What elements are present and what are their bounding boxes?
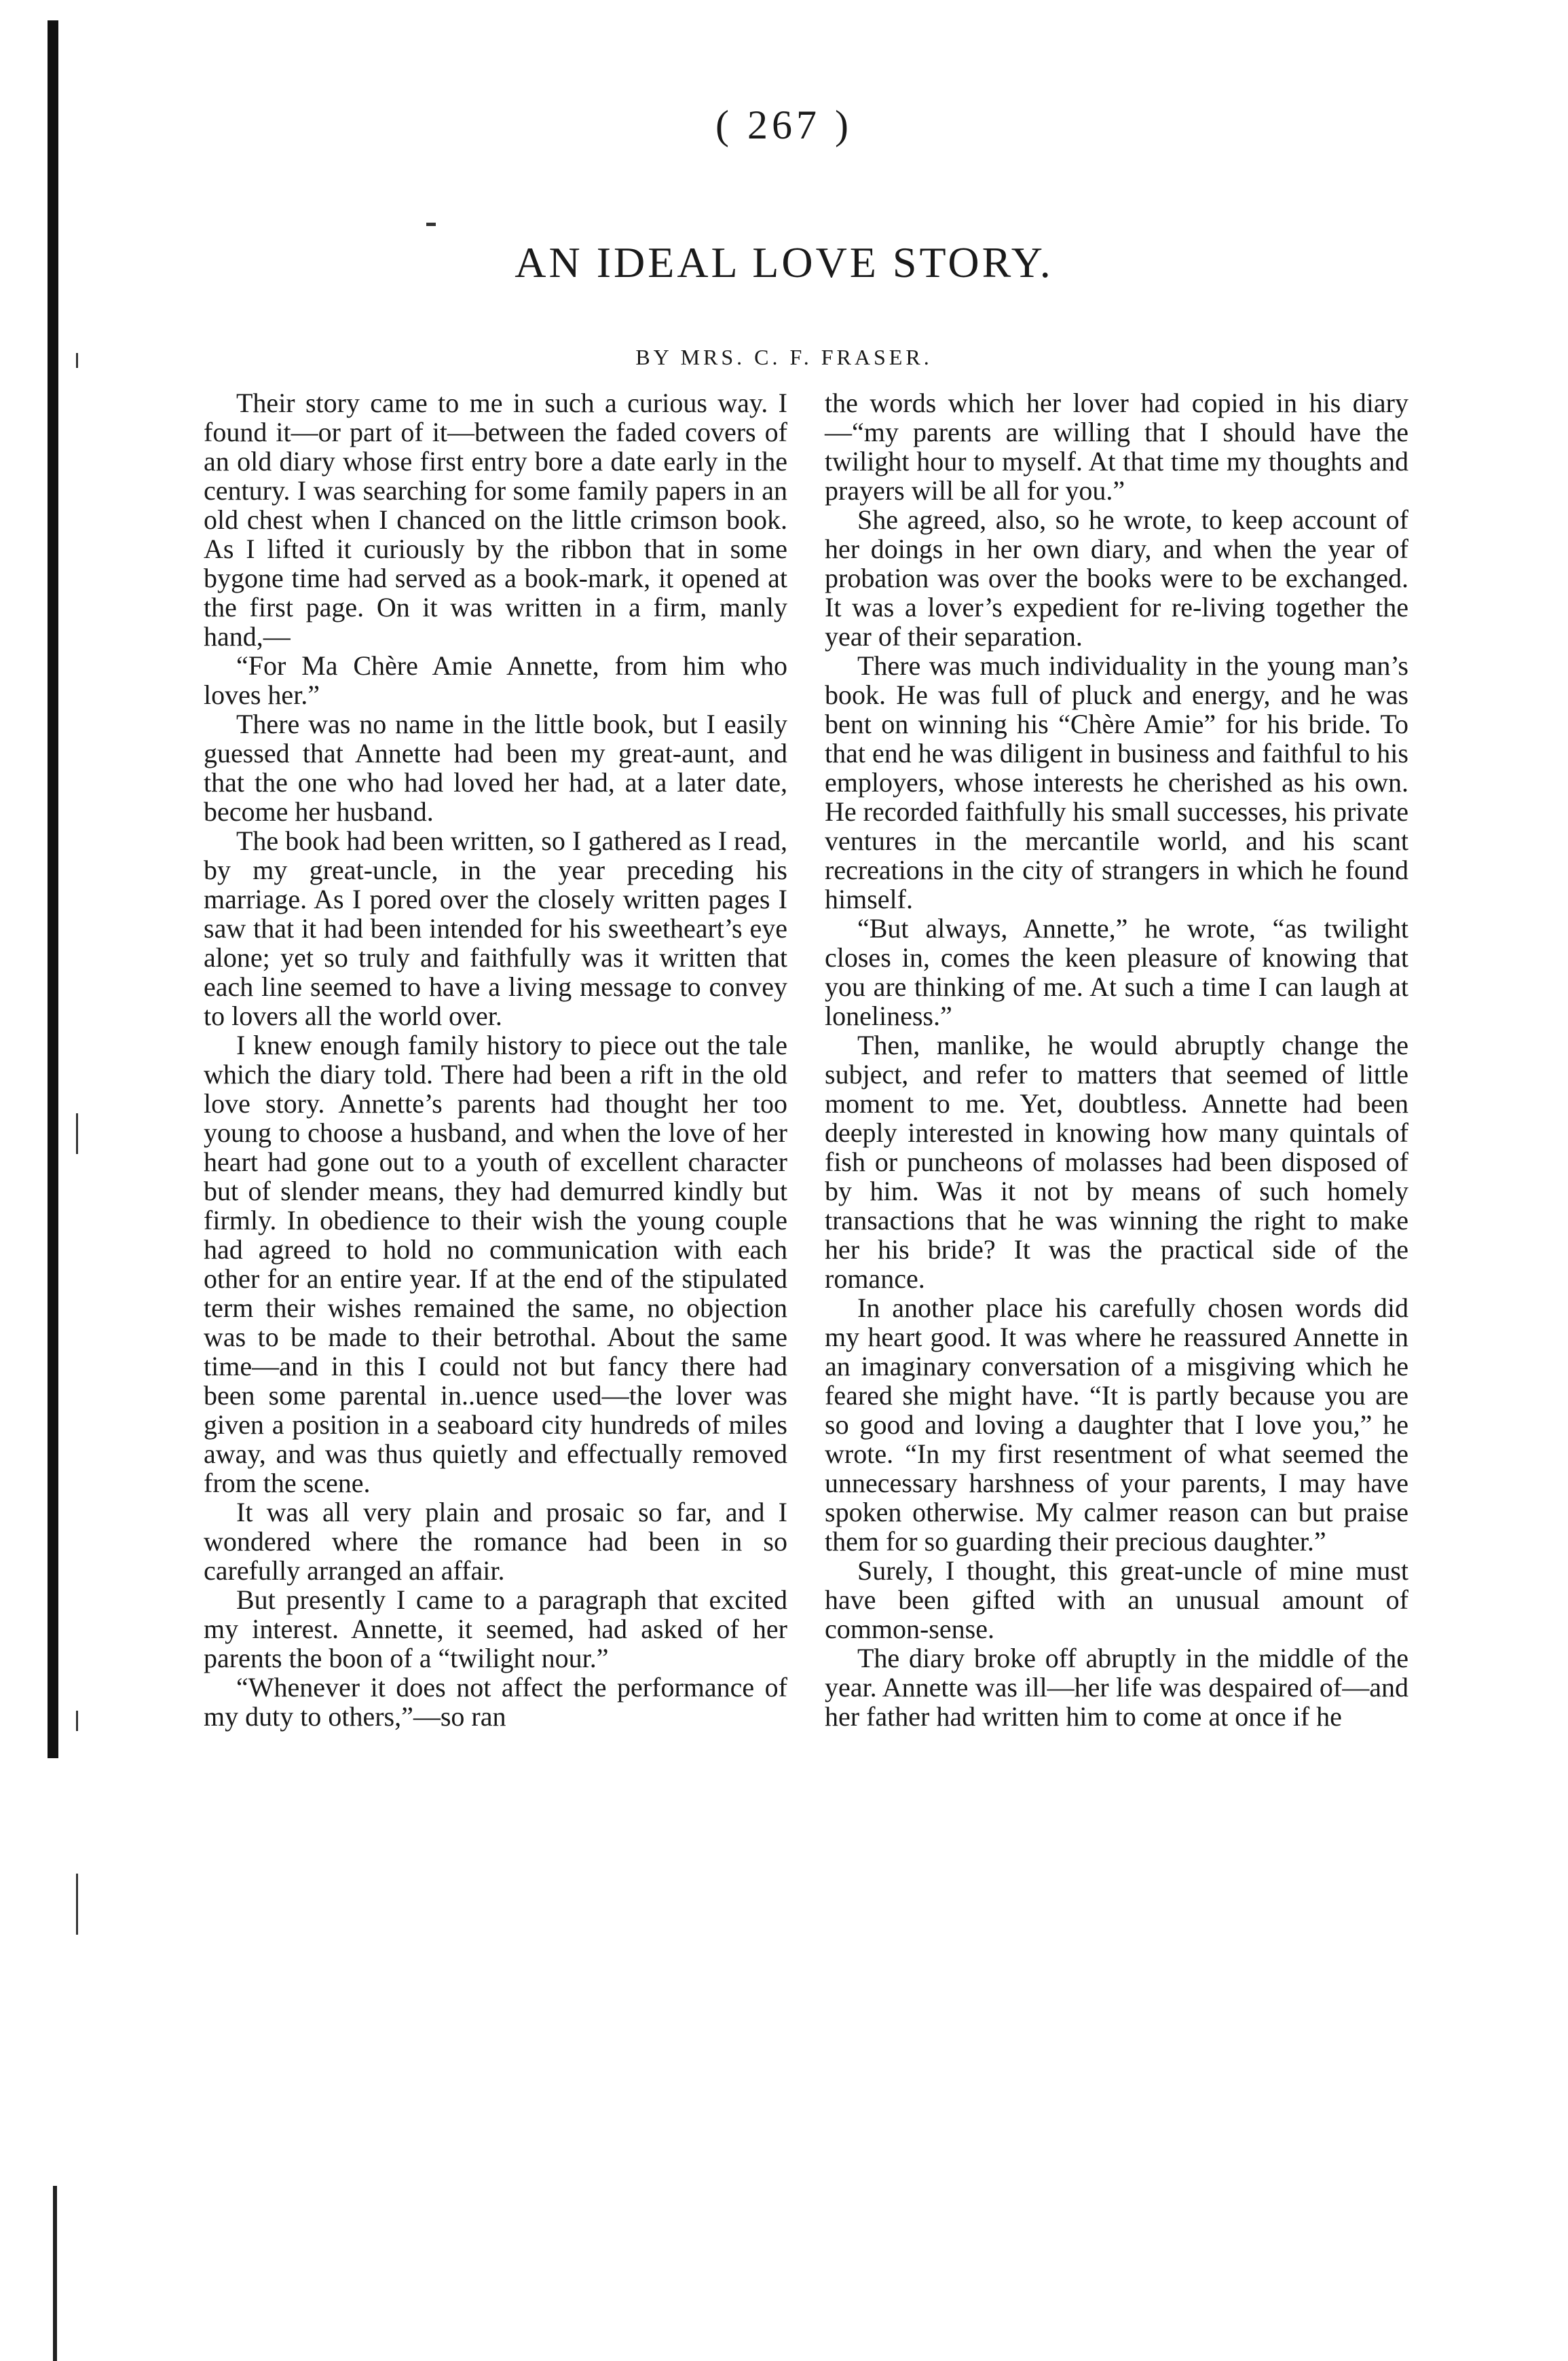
paragraph: There was much individuality in the young man’s book. He was full of pluck and energy, and he was bent on winning his “Chère Amie” for his bride. To that end he was diligent in business and faithful to his employers, whose interests he cherished as his own. He recorded faithfully his small successes, his private ventures in the mercantile world, and his scant recreations in the city of strangers in which he found himself. <box>825 650 1408 914</box>
paragraph: It was all very plain and prosaic so far, and I wondered where the romance had been in so carefully arranged an affair. <box>204 1497 787 1586</box>
page-number: ( 267 ) <box>715 103 853 147</box>
paragraph: I knew enough family history to piece out the tale which the diary told. There had been a rift in the old love story. Annette’s parents had thought her too young to choose a husband, and when the love of her heart had gone out to a youth of excellent character but of slender means, they had demurred kindly but firmly. In obedience to their wish the young couple had agreed to hold no communication with each other for an entire year. If at the end of the stipulated term their wishes remained the same, no objection was to be made to their betrothal. About the same time—and in this I could not but fancy there had been some parental in..uence used—the lover was given a position in a seaboard city hundreds of miles away, and was thus quietly and effectually removed from the scene. <box>204 1030 787 1498</box>
text-column-left <box>204 388 787 1731</box>
paragraph: “Whenever it does not affect the performance of my duty to others,”—so ran <box>204 1672 787 1732</box>
article-title: AN IDEAL LOVE STORY. <box>515 238 1053 286</box>
paragraph: Surely, I thought, this great-uncle of mine must have been gifted with an unusual amount of common-sense. <box>825 1555 1408 1644</box>
margin-mark <box>76 1711 78 1731</box>
paragraph: But presently I came to a paragraph that excited my interest. Annette, it seemed, had asked of her parents the boon of a “twilight nour.” <box>204 1584 787 1673</box>
ink-mark <box>426 223 436 226</box>
paragraph: Then, manlike, he would abruptly change the subject, and refer to matters that seemed of little moment to me. Yet, doubtless. Annette had been deeply interested in knowing how many quintals of fish or puncheons of molasses had been disposed of by him. Was it not by means of such homely transactions that he was winning the right to make her his bride? It was the practical side of the romance. <box>825 1030 1408 1294</box>
paragraph: There was no name in the little book, but I easily guessed that Annette had been my great-aunt, and that the one who had loved her had, at a later date, become her husband. <box>204 709 787 827</box>
paragraph: She agreed, also, so he wrote, to keep account of her doings in her own diary, and when the year of probation was over the books were to be exchanged. It was a lover’s expedient for re-living together the year of their separation. <box>825 504 1408 652</box>
article-byline: BY MRS. C. F. FRASER. <box>635 345 933 369</box>
paragraph: “But always, Annette,” he wrote, “as twilight closes in, comes the keen pleasure of knowing that you are thinking of me. At such a time I can laugh at loneliness.” <box>825 913 1408 1031</box>
paragraph: The book had been written, so I gathered as I read, by my great-uncle, in the year preceding his marriage. As I pored over the closely written pages I saw that it had been intended for his sweetheart’s eye alone; yet so truly and faithfully was it written that each line seemed to have a living message to convey to lovers all the world over. <box>204 825 787 1031</box>
margin-mark <box>76 1113 78 1154</box>
paragraph: the words which her lover had copied in his diary—“my parents are willing that I should have the twilight hour to myself. At that time my thoughts and prayers will be all for you.” <box>825 388 1408 506</box>
paragraph: “For Ma Chère Amie Annette, from him who loves her.” <box>204 650 787 710</box>
paragraph: Their story came to me in such a curious way. I found it—or part of it—between the faded covers of an old diary whose first entry bore a date early in the century. I was searching for some family papers in an old chest when I chanced on the little crimson book. As I lifted it curiously by the ribbon that in some bygone time had served as a book-mark, it opened at the first page. On it was written in a firm, manly hand,— <box>204 388 787 652</box>
paragraph: The diary broke off abruptly in the middle of the year. Annette was ill—her life was despaired of—and her father had written him to come at once if he <box>825 1643 1408 1732</box>
margin-mark <box>76 1874 78 1935</box>
paragraph: In another place his carefully chosen words did my heart good. It was where he reassured Annette in an imaginary conversation of a misgiving which he feared she might have. “It is partly because you are so good and loving a daughter that I love you,” he wrote. “In my first resentment of what seemed the unnecessary harshness of your parents, I may have spoken otherwise. My calmer reason can but praise them for so guarding their precious daughter.” <box>825 1293 1408 1557</box>
text-column-right <box>825 388 1408 1731</box>
binding-edge-lower <box>53 2186 57 2361</box>
